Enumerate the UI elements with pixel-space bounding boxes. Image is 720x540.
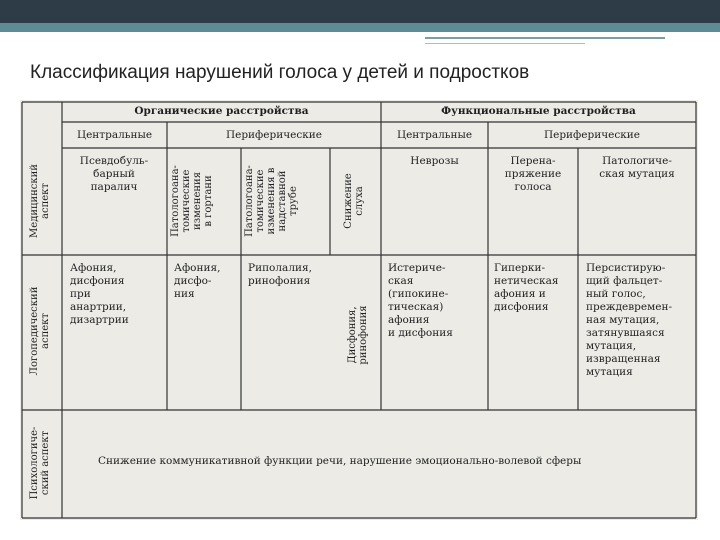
cell-tube-changes: Патологоана- томические изменения в надставной трубе: [244, 165, 299, 237]
aspect-psychological-label: Психологиче- ский аспект: [29, 426, 51, 500]
subheader-organic-central: Центральные: [76, 129, 153, 141]
cell-log-central: Афония, дисфония при анартрии, дизартрии: [70, 262, 129, 326]
cell-voice-overstrain: Перена- пряжение голоса: [504, 155, 562, 193]
subheader-functional-peripheral: Периферические: [543, 129, 641, 141]
subheader-organic-peripheral: Периферические: [225, 129, 323, 141]
header-organic: Органические расстройства: [134, 105, 309, 117]
cell-larynx-changes: Патологоана- томические изменения в гортани: [170, 165, 214, 237]
cell-neuroses: Неврозы: [410, 155, 459, 167]
slide-title: Классификация нарушений голоса у детей и подростков: [30, 62, 530, 83]
cell-pathological-mutation: Патологиче- ская мутация: [599, 155, 675, 180]
decorative-line: [425, 37, 665, 39]
cell-log-larynx: Афония, дисфо- ния: [174, 262, 221, 300]
cell-log-tube: Риполалия, ринофония: [248, 262, 312, 287]
cell-log-hearing: Дисфония, ринофония: [347, 305, 369, 365]
cell-log-mutation: Персистирую- щий фальцет- ный голос, преждевремен- ная мутация, затянувшаяся мутация, извращенная мутация: [586, 262, 673, 378]
cell-psychological-aspect: Снижение коммуникативной функции речи, нарушение эмоционально-волевой сферы: [98, 455, 582, 467]
cell-log-hyperkinetic: Гиперки- нетическая афония и дисфония: [494, 262, 559, 313]
aspect-medical-label: Медицинский аспект: [29, 164, 51, 238]
aspect-logopedic-label: Логопедический аспект: [29, 286, 51, 376]
slide-accent-bar: [0, 23, 720, 32]
classification-table: [20, 100, 698, 520]
cell-log-hysterical: Истериче- ская (гипокине- тическая) афония и дисфония: [388, 262, 453, 339]
slide-top-bar: [0, 0, 720, 23]
decorative-line: [425, 43, 585, 44]
cell-hearing-loss: Снижение слуха: [343, 173, 365, 229]
header-functional: Функциональные расстройства: [441, 105, 636, 117]
cell-pseudobulbar-palsy: Псевдобуль- барный паралич: [79, 155, 149, 193]
subheader-functional-central: Центральные: [396, 129, 473, 141]
